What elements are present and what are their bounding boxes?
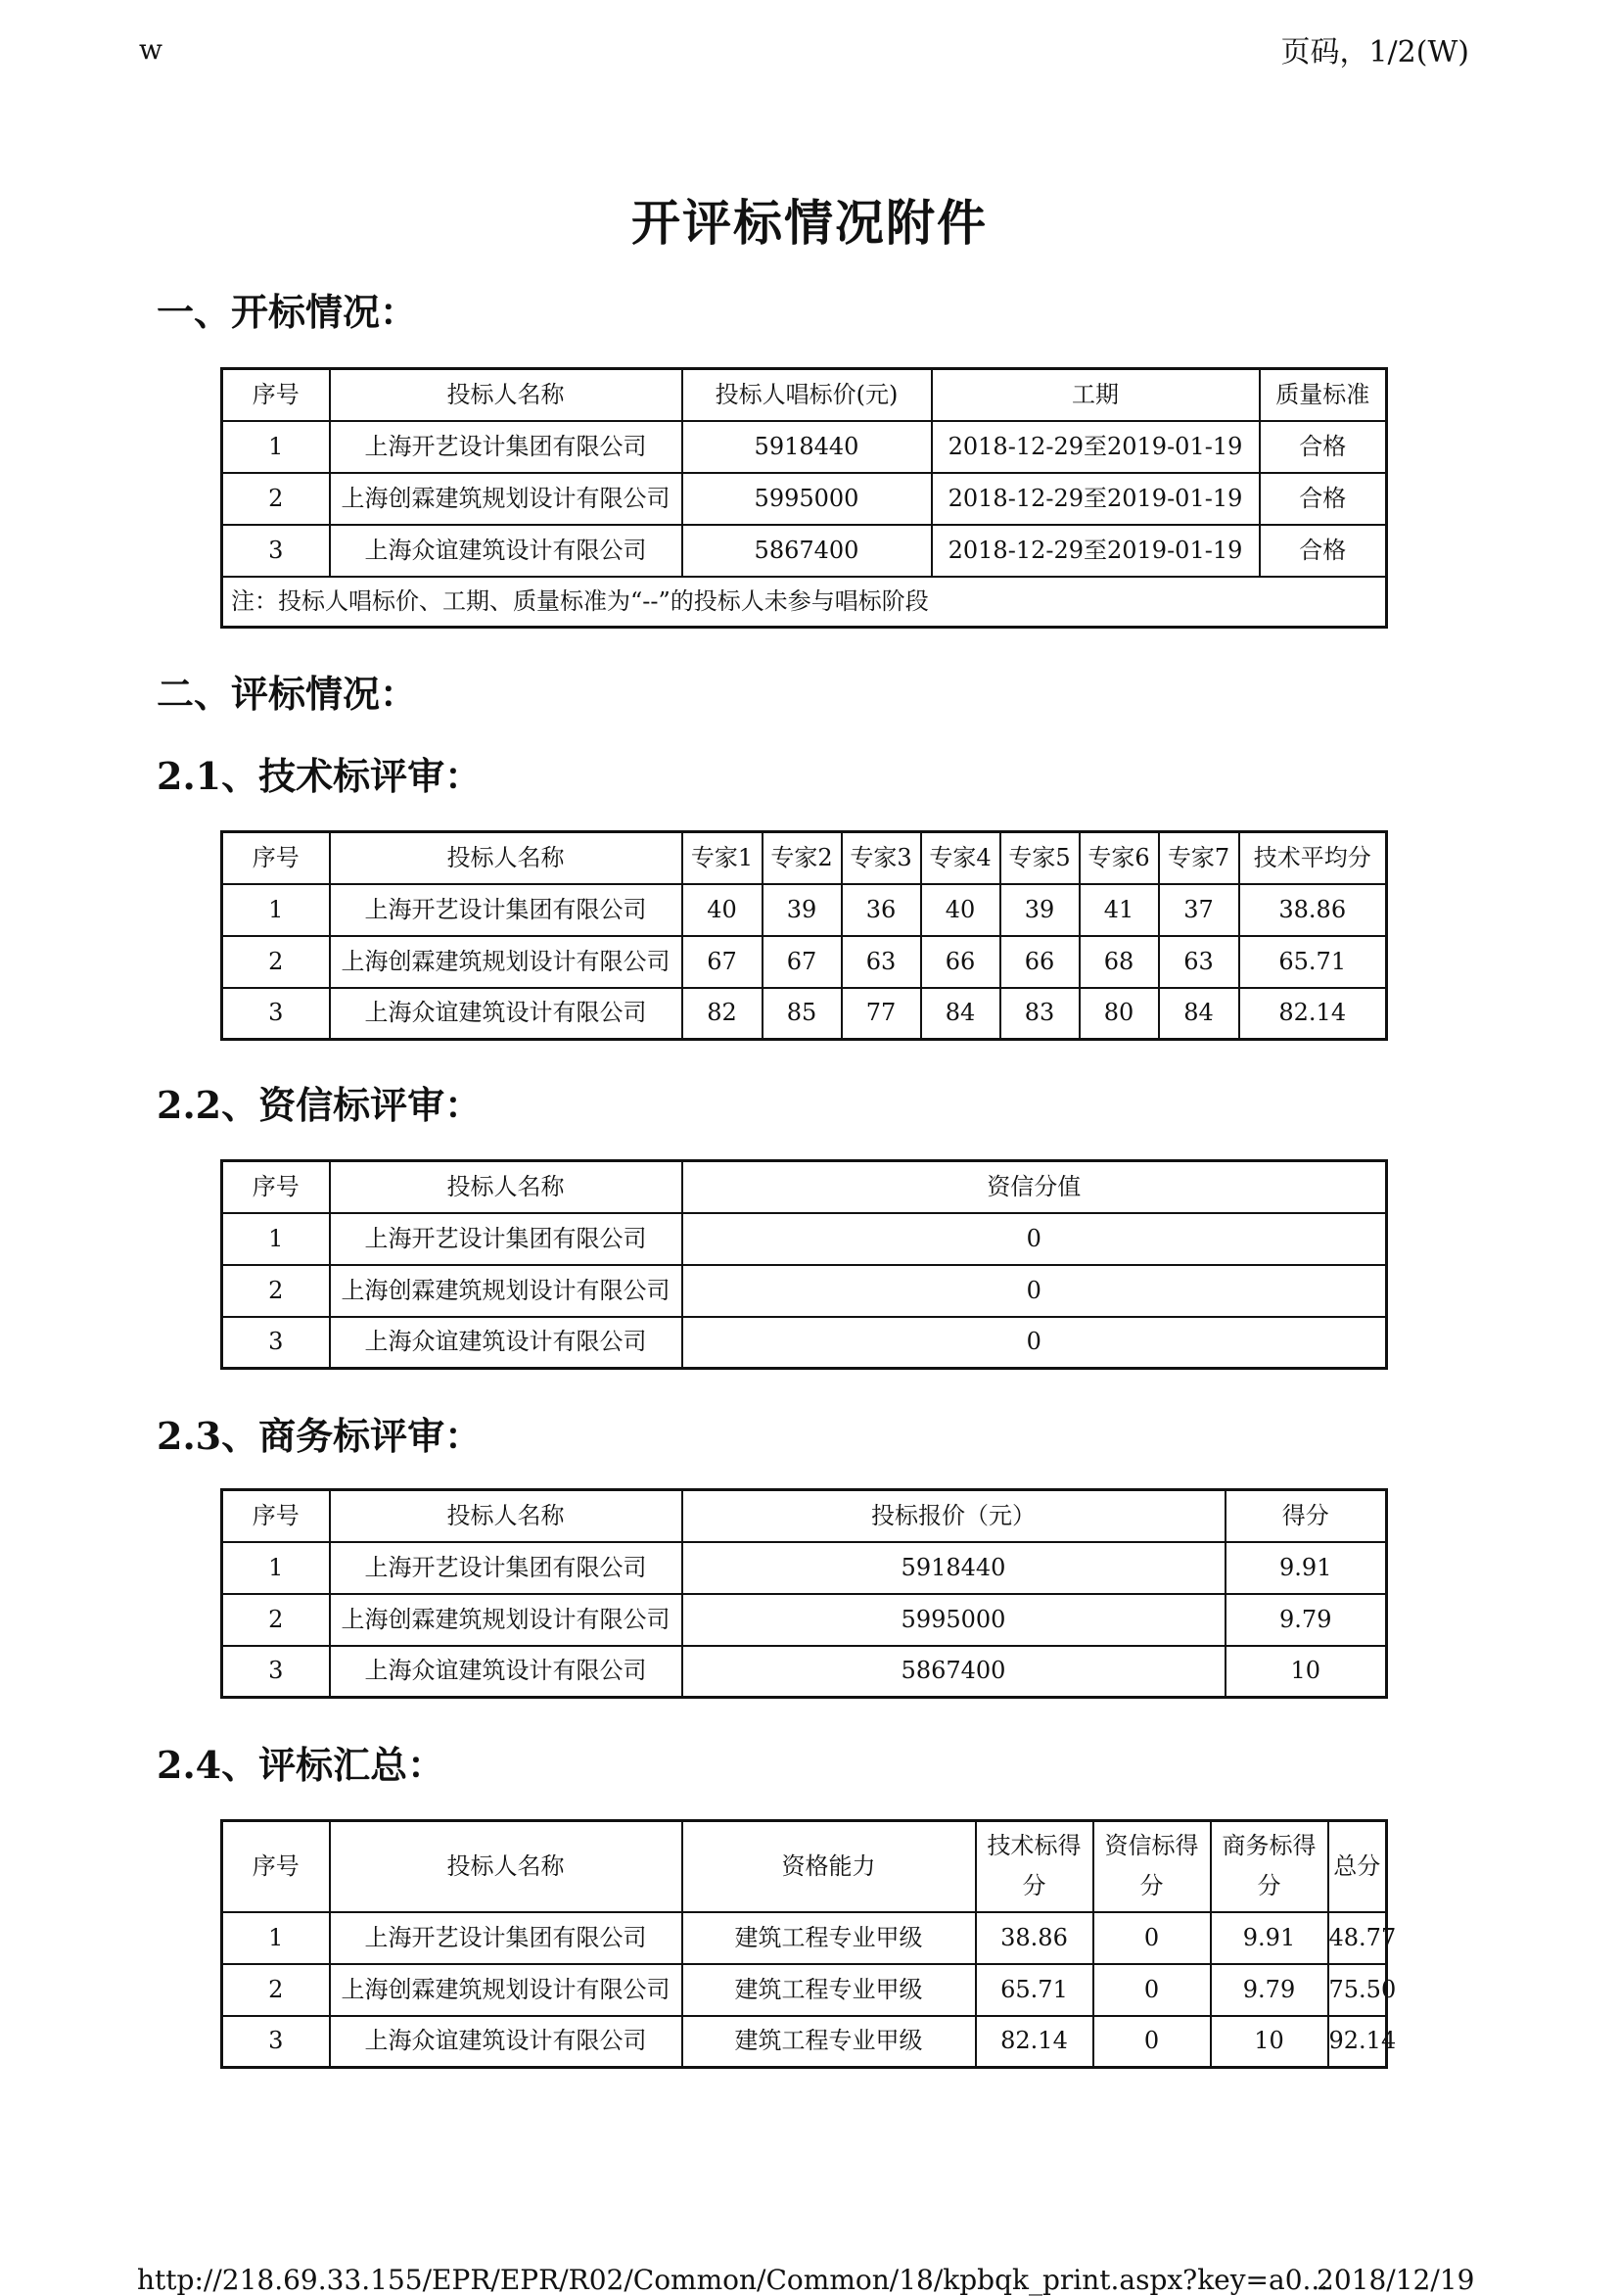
table-cell: 1 (222, 421, 330, 473)
table-cell: 上海开艺设计集团有限公司 (330, 421, 682, 473)
section-heading-credit: 2.2、资信标评审： (157, 1083, 483, 1127)
table-cell: 5918440 (682, 1542, 1226, 1594)
credit-table (220, 1159, 1388, 1370)
table-cell: 92.14 (1328, 2016, 1387, 2068)
table-cell: 82 (682, 988, 763, 1040)
table-cell: 2018-12-29至2019-01-19 (932, 421, 1260, 473)
table-cell: 82.14 (976, 2016, 1093, 2068)
table-cell: 合格 (1260, 421, 1387, 473)
table-cell: 上海众谊建筑设计有限公司 (330, 525, 682, 577)
table-row (222, 936, 1387, 988)
table-cell: 5995000 (682, 473, 932, 525)
header-cell: 序号 (222, 1821, 330, 1912)
table-cell: 上海开艺设计集团有限公司 (330, 1542, 682, 1594)
table-cell: 上海众谊建筑设计有限公司 (330, 1646, 682, 1698)
header-cell: 专家7 (1159, 832, 1239, 884)
table-cell: 10 (1226, 1646, 1387, 1698)
table-cell: 10 (1211, 2016, 1328, 2068)
header-cell: 技术平均分 (1239, 832, 1387, 884)
table-header-row (222, 1490, 1387, 1542)
header-cell: 专家1 (682, 832, 763, 884)
table-cell: 67 (682, 936, 763, 988)
table-cell: 建筑工程专业甲级 (682, 1912, 976, 1964)
table-row (222, 988, 1387, 1040)
table-header-row (222, 369, 1387, 421)
table-cell: 66 (1000, 936, 1080, 988)
table-cell: 0 (682, 1213, 1387, 1265)
section-heading-business: 2.3、商务标评审： (157, 1414, 483, 1458)
section-heading-evaluation: 二、评标情况： (157, 672, 418, 716)
header-cell: 工期 (932, 369, 1260, 421)
header-cell: 投标人名称 (330, 369, 682, 421)
header-left-mark: w (139, 33, 162, 66)
table-cell: 75.50 (1328, 1964, 1387, 2016)
table-cell: 65.71 (1239, 936, 1387, 988)
table-cell: 3 (222, 1317, 330, 1369)
table-cell: 9.91 (1226, 1542, 1387, 1594)
table-cell: 1 (222, 1912, 330, 1964)
table-cell: 建筑工程专业甲级 (682, 1964, 976, 2016)
header-cell: 序号 (222, 832, 330, 884)
section-heading-summary: 2.4、评标汇总： (157, 1743, 445, 1787)
table-cell: 85 (763, 988, 842, 1040)
footer-date: 2018/12/19 (1317, 2264, 1475, 2296)
table-cell: 9.79 (1211, 1964, 1328, 2016)
table-cell: 77 (842, 988, 921, 1040)
table-cell: 48.77 (1328, 1912, 1387, 1964)
table-note: 注：投标人唱标价、工期、质量标准为“--”的投标人未参与唱标阶段 (222, 577, 1387, 628)
table-cell: 1 (222, 884, 330, 936)
table-cell: 2 (222, 473, 330, 525)
header-cell: 专家5 (1000, 832, 1080, 884)
table-cell: 合格 (1260, 525, 1387, 577)
table-cell: 68 (1080, 936, 1159, 988)
table-cell: 0 (682, 1265, 1387, 1317)
table-cell: 上海众谊建筑设计有限公司 (330, 2016, 682, 2068)
table-cell: 上海创霖建筑规划设计有限公司 (330, 1964, 682, 2016)
header-cell: 专家3 (842, 832, 921, 884)
summary-table (220, 1819, 1397, 2069)
table-cell: 3 (222, 525, 330, 577)
table-cell: 5867400 (682, 1646, 1226, 1698)
table-cell: 1 (222, 1542, 330, 1594)
table-cell: 上海开艺设计集团有限公司 (330, 1912, 682, 1964)
table-cell: 82.14 (1239, 988, 1387, 1040)
header-cell: 质量标准 (1260, 369, 1387, 421)
table-cell: 上海开艺设计集团有限公司 (330, 884, 682, 936)
header-cell: 投标报价（元） (682, 1490, 1226, 1542)
table-cell: 63 (1159, 936, 1239, 988)
table-row (222, 2016, 1387, 2068)
table-cell: 上海众谊建筑设计有限公司 (330, 988, 682, 1040)
table-cell: 66 (921, 936, 1000, 988)
table-cell: 84 (1159, 988, 1239, 1040)
table-row (222, 1265, 1387, 1317)
note-row (222, 577, 1387, 628)
table-cell: 上海开艺设计集团有限公司 (330, 1213, 682, 1265)
table-row (222, 1594, 1387, 1646)
table-cell: 2 (222, 1594, 330, 1646)
table-cell: 65.71 (976, 1964, 1093, 2016)
table-cell: 2 (222, 1265, 330, 1317)
header-cell: 投标人名称 (330, 832, 682, 884)
business-table (220, 1488, 1388, 1699)
table-cell: 1 (222, 1213, 330, 1265)
header-cell: 资信标得分 (1093, 1821, 1211, 1912)
table-cell: 0 (1093, 2016, 1211, 2068)
table-cell: 合格 (1260, 473, 1387, 525)
table-row (222, 525, 1387, 577)
header-cell: 商务标得分 (1211, 1821, 1328, 1912)
page-title: 开评标情况附件 (631, 194, 988, 252)
technical-table (220, 830, 1388, 1041)
table-cell: 37 (1159, 884, 1239, 936)
table-cell: 40 (682, 884, 763, 936)
opening-table (220, 367, 1388, 629)
table-cell: 5867400 (682, 525, 932, 577)
table-cell: 83 (1000, 988, 1080, 1040)
table-row (222, 421, 1387, 473)
table-cell: 38.86 (976, 1912, 1093, 1964)
table-cell: 38.86 (1239, 884, 1387, 936)
header-cell: 总分 (1328, 1821, 1387, 1912)
header-cell: 专家6 (1080, 832, 1159, 884)
table-cell: 3 (222, 2016, 330, 2068)
table-cell: 上海众谊建筑设计有限公司 (330, 1317, 682, 1369)
table-cell: 40 (921, 884, 1000, 936)
table-header-row (222, 832, 1387, 884)
table-cell: 2018-12-29至2019-01-19 (932, 525, 1260, 577)
table-header-row (222, 1161, 1387, 1213)
header-cell: 资信分值 (682, 1161, 1387, 1213)
table-cell: 39 (763, 884, 842, 936)
table-cell: 39 (1000, 884, 1080, 936)
table-cell: 41 (1080, 884, 1159, 936)
header-cell: 投标人名称 (330, 1821, 682, 1912)
table-cell: 9.91 (1211, 1912, 1328, 1964)
table-row (222, 1646, 1387, 1698)
header-cell: 专家2 (763, 832, 842, 884)
table-cell: 3 (222, 988, 330, 1040)
page-number: 页码，1/2(W) (1280, 35, 1469, 70)
table-cell: 3 (222, 1646, 330, 1698)
table-cell: 0 (1093, 1964, 1211, 2016)
table-cell: 建筑工程专业甲级 (682, 2016, 976, 2068)
table-cell: 9.79 (1226, 1594, 1387, 1646)
table-cell: 上海创霖建筑规划设计有限公司 (330, 936, 682, 988)
table-cell: 63 (842, 936, 921, 988)
header-cell: 投标人名称 (330, 1490, 682, 1542)
table-cell: 上海创霖建筑规划设计有限公司 (330, 1594, 682, 1646)
table-row (222, 1213, 1387, 1265)
section-heading-technical: 2.1、技术标评审： (157, 754, 483, 798)
header-cell: 投标人唱标价(元) (682, 369, 932, 421)
table-cell: 上海创霖建筑规划设计有限公司 (330, 1265, 682, 1317)
header-cell: 技术标得分 (976, 1821, 1093, 1912)
table-cell: 2 (222, 936, 330, 988)
table-row (222, 1912, 1387, 1964)
table-cell: 5918440 (682, 421, 932, 473)
section-heading-opening: 一、开标情况： (157, 290, 418, 334)
table-cell: 80 (1080, 988, 1159, 1040)
table-cell: 0 (682, 1317, 1387, 1369)
table-cell: 0 (1093, 1912, 1211, 1964)
header-cell: 资格能力 (682, 1821, 976, 1912)
table-row (222, 1317, 1387, 1369)
table-cell: 2018-12-29至2019-01-19 (932, 473, 1260, 525)
header-cell: 投标人名称 (330, 1161, 682, 1213)
table-row (222, 884, 1387, 936)
table-cell: 2 (222, 1964, 330, 2016)
table-row (222, 473, 1387, 525)
header-cell: 序号 (222, 1161, 330, 1213)
table-cell: 上海创霖建筑规划设计有限公司 (330, 473, 682, 525)
header-cell: 专家4 (921, 832, 1000, 884)
table-header-row (222, 1821, 1387, 1912)
header-cell: 得分 (1226, 1490, 1387, 1542)
table-row (222, 1542, 1387, 1594)
header-cell: 序号 (222, 369, 330, 421)
table-cell: 5995000 (682, 1594, 1226, 1646)
table-cell: 67 (763, 936, 842, 988)
table-cell: 36 (842, 884, 921, 936)
table-row (222, 1964, 1387, 2016)
table-cell: 84 (921, 988, 1000, 1040)
header-cell: 序号 (222, 1490, 330, 1542)
footer-url: http://218.69.33.155/EPR/EPR/R02/Common/Common/18/kpbqk_print.aspx?key=a0... (137, 2264, 1329, 2296)
